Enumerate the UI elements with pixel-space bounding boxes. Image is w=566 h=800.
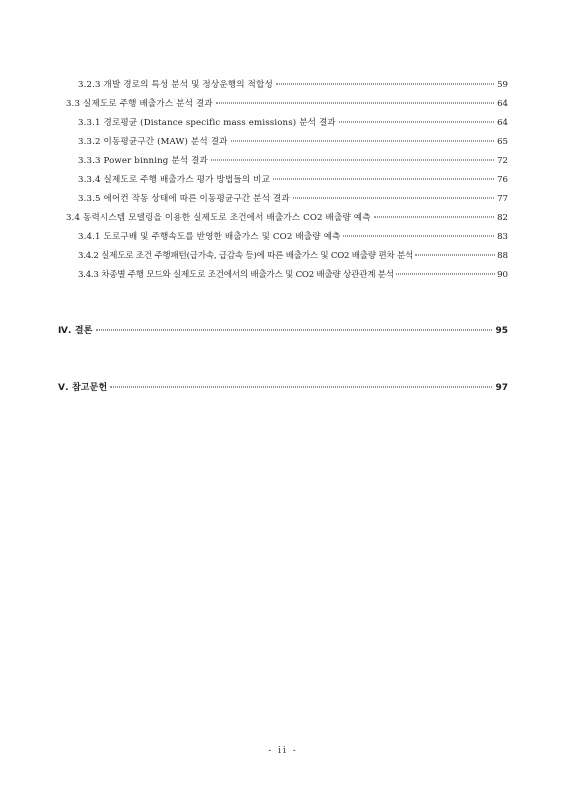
dot-leader xyxy=(343,236,494,237)
dot-leader xyxy=(339,122,494,123)
page-footer-number: - ii - xyxy=(268,746,298,756)
dot-leader xyxy=(110,387,492,388)
toc-entry-3-3[interactable] xyxy=(66,98,508,110)
toc-entry-label: 3.3.5 에어컨 작동 상태에 따른 이동평균구간 분석 결과 xyxy=(78,194,290,204)
toc-entry-3-4-3[interactable] xyxy=(78,269,508,281)
dot-leader xyxy=(415,255,495,256)
toc-page-number: 59 xyxy=(497,80,508,90)
toc-entry-label: 3.3.2 이동평균구간 (MAW) 분석 결과 xyxy=(78,137,228,147)
dot-leader xyxy=(293,198,494,199)
toc-page-number: 83 xyxy=(497,232,508,242)
toc-entry-label: 3.2.3 개발 경로의 특성 분석 및 정상운행의 적합성 xyxy=(78,80,273,90)
toc-entry-3-2-3[interactable] xyxy=(78,79,508,91)
toc-entry-3-3-1[interactable] xyxy=(78,117,508,129)
toc-entry-3-3-3[interactable] xyxy=(78,155,508,167)
toc-chapter-conclusion[interactable] xyxy=(58,325,508,337)
toc-entry-label: 3.3.1 경로평균 (Distance specific mass emissions) 분석 결과 xyxy=(78,118,336,128)
toc-entry-label: 3.4.2 실제도로 조건 주행패턴(급가속, 급감속 등)에 따른 배출가스 및 CO2 배출량 편차 분석 xyxy=(78,251,414,261)
toc-page-number: 72 xyxy=(497,156,508,166)
toc-chapter-label: Ⅴ. 참고문헌 xyxy=(58,383,108,393)
dot-leader xyxy=(96,330,493,331)
toc-page-number: 64 xyxy=(497,99,508,109)
toc-entry-label: 3.4.1 도로구배 및 주행속도를 반영한 배출가스 및 CO2 배출량 예측 xyxy=(78,232,341,242)
toc-entry-label: 3.3 실제도로 주행 배출가스 분석 결과 xyxy=(66,99,213,109)
toc-page-number: 82 xyxy=(497,213,508,223)
toc-entry-3-4-1[interactable] xyxy=(78,231,508,243)
dot-leader xyxy=(396,274,495,275)
dot-leader xyxy=(273,179,494,180)
toc-chapter-references[interactable] xyxy=(58,382,508,394)
dot-leader xyxy=(216,103,494,104)
toc-entry-3-3-4[interactable] xyxy=(78,174,508,186)
toc-entry-3-4-2[interactable] xyxy=(78,250,508,262)
toc-entry-label: 3.3.4 실제도로 주행 배출가스 평가 방법들의 비교 xyxy=(78,175,271,185)
toc-page-number: 76 xyxy=(497,175,508,185)
toc-page-number: 65 xyxy=(497,137,508,147)
toc-entry-label: 3.4.3 차종별 주행 모드와 실제도로 조건에서의 배출가스 및 CO2 배출량 상관관계 분석 xyxy=(78,270,394,280)
toc-page-number: 97 xyxy=(495,383,508,393)
dot-leader xyxy=(231,141,494,142)
toc-page-number: 90 xyxy=(497,270,508,280)
toc-page-number: 95 xyxy=(495,326,508,336)
dot-leader xyxy=(276,84,494,85)
toc-entry-3-3-5[interactable] xyxy=(78,193,508,205)
toc-chapter-label: Ⅳ. 결론 xyxy=(58,326,93,336)
toc-entry-label: 3.3.3 Power binning 분석 결과 xyxy=(78,156,209,166)
dot-leader xyxy=(374,217,494,218)
toc-page-number: 88 xyxy=(497,251,508,261)
toc-entry-3-4[interactable] xyxy=(66,212,508,224)
dot-leader xyxy=(211,160,494,161)
toc-entry-3-3-2[interactable] xyxy=(78,136,508,148)
toc-page-number: 77 xyxy=(497,194,508,204)
toc-page-number: 64 xyxy=(497,118,508,128)
toc-entry-label: 3.4 동력시스템 모델링을 이용한 실제도로 조건에서 배출가스 CO2 배출량 예측 xyxy=(66,213,371,223)
